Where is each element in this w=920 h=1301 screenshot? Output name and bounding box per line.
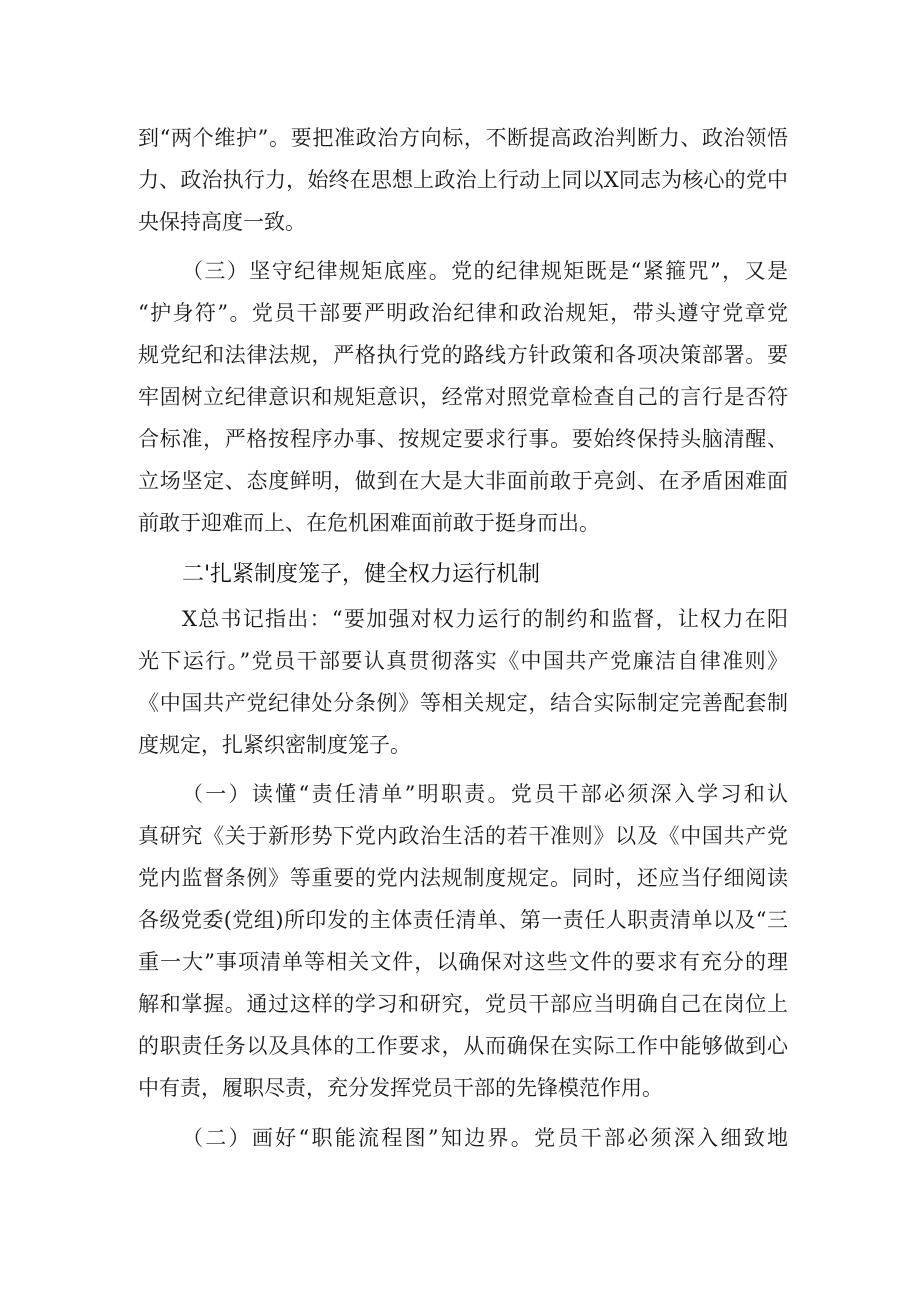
paragraph-line: 重一大”事项清单等相关文件，以确保对这些文件的要求有充分的理 bbox=[138, 950, 788, 974]
paragraph-line: 的职责任务以及具体的工作要求，从而确保在实际工作中能够做到心 bbox=[138, 1034, 788, 1058]
paragraph-line: 解和掌握。通过这样的学习和研究，党员干部应当明确自己在岗位上 bbox=[138, 992, 788, 1016]
paragraph-line: （二）画好“职能流程图”知边界。党员干部必须深入细致地 bbox=[182, 1126, 788, 1150]
paragraph-line: 央保持高度一致。 bbox=[138, 210, 306, 234]
paragraph-line: 度规定，扎紧织密制度笼子。 bbox=[138, 733, 411, 757]
paragraph-line: 立场坚定、态度鲜明，做到在大是大非面前敢于亮剑、在矛盾困难面 bbox=[138, 469, 788, 493]
paragraph-line: “护身符”。党员干部要严明政治纪律和政治规矩，带头遵守党章党 bbox=[138, 301, 788, 325]
section-heading: 二'扎紧制度笼子，健全权力运行机制 bbox=[182, 562, 541, 587]
paragraph-line: （一）读懂“责任清单”明职责。党员干部必须深入学习和认 bbox=[182, 782, 788, 806]
paragraph-line: 规党纪和法律法规，严格执行党的路线方针政策和各项决策部署。要 bbox=[138, 343, 788, 367]
paragraph-line: 光下运行。”党员干部要认真贯彻落实《中国共产党廉洁自律准则》 bbox=[138, 649, 788, 673]
paragraph-line: 力、政治执行力，始终在思想上政治上行动上同以X同志为核心的党中 bbox=[138, 168, 788, 192]
paragraph-line: 各级党委(党组)所印发的主体责任清单、第一责任人职责清单以及“三 bbox=[138, 908, 788, 932]
paragraph-line: 牢固树立纪律意识和规矩意识，经常对照党章检查自己的言行是否符 bbox=[138, 385, 788, 409]
paragraph-line: 党内监督条例》等重要的党内法规制度规定。同时，还应当仔细阅读 bbox=[138, 866, 788, 890]
paragraph-line: 中有责，履职尽责，充分发挥党员干部的先锋模范作用。 bbox=[138, 1076, 663, 1100]
paragraph-line: 真研究《关于新形势下党内政治生活的若干准则》以及《中国共产党 bbox=[138, 824, 788, 848]
paragraph-line: X总书记指出：“要加强对权力运行的制约和监督，让权力在阳 bbox=[182, 607, 788, 631]
paragraph-line: 《中国共产党纪律处分条例》等相关规定，结合实际制定完善配套制 bbox=[138, 691, 788, 715]
paragraph-line: （三）坚守纪律规矩底座。党的纪律规矩既是“紧箍咒”，又是 bbox=[182, 259, 788, 283]
paragraph-line: 前敢于迎难而上、在危机困难面前敢于挺身而出。 bbox=[138, 511, 600, 535]
paragraph-line: 合标准，严格按程序办事、按规定要求行事。要始终保持头脑清醒、 bbox=[138, 427, 788, 451]
paragraph-line: 到“两个维护”。要把准政治方向标，不断提高政治判断力、政治领悟 bbox=[138, 126, 788, 150]
